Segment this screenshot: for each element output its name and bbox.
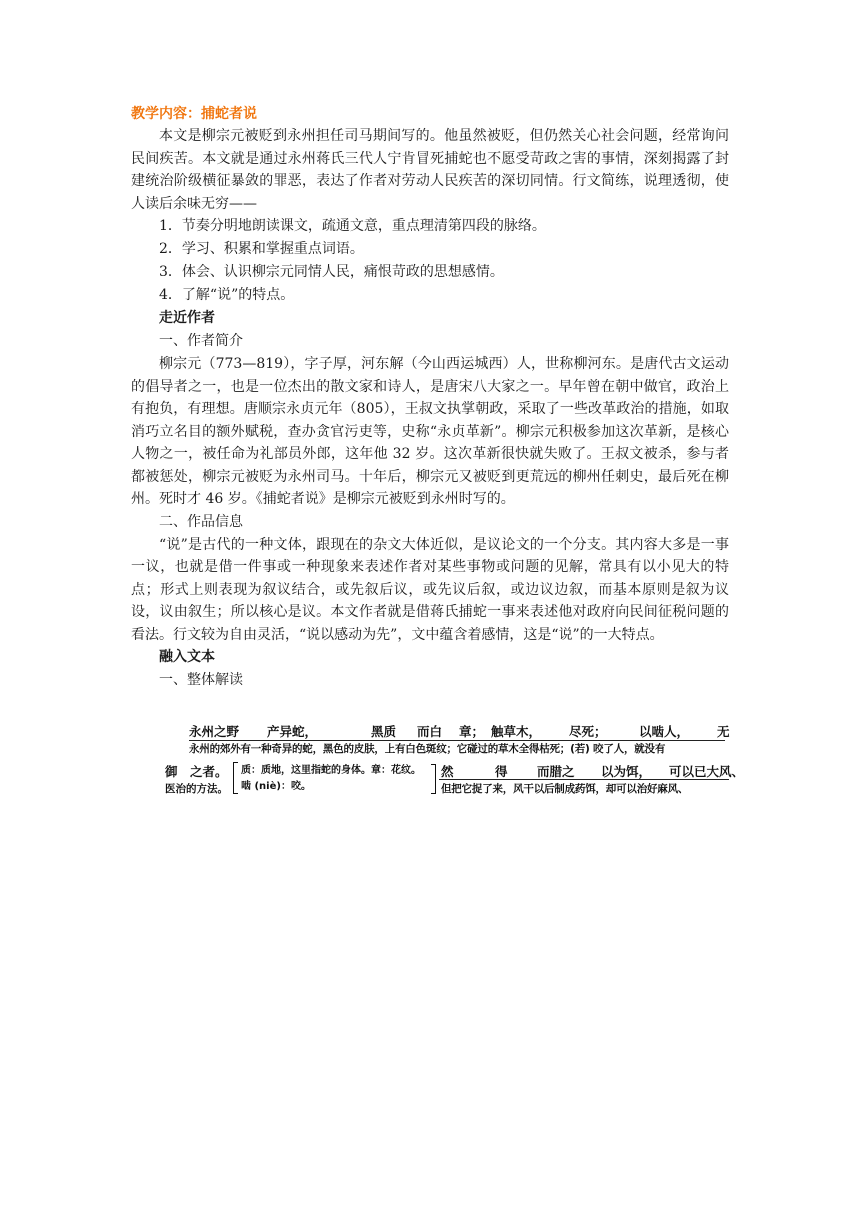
subheading-work-info: 二、作品信息	[159, 513, 243, 530]
note-1: 质：质地，这里指蛇的身体。章：花纹。	[241, 765, 421, 776]
lesson-title: 教学内容：捕蛇者说	[131, 106, 257, 122]
intro-paragraph: 本文是柳宗元被贬到永州担任司马期间写的。他虽然被贬，但仍然关心社会问题，经常询问民间疾苦。本文就是通过永州蒋氏三代人宁肯冒死捕蛇也不愿受苛政之害的事情，深刻揭露了封建统治阶级横征暴敛的罪恶，表达了作者对劳动人民疾苦的深切同情。行文简练，说理透彻，使人读后余味无穷——	[131, 128, 729, 212]
word: 永州之野	[189, 724, 240, 739]
word: 得	[495, 764, 508, 779]
word: 无	[717, 724, 730, 739]
word: 触草木，	[491, 724, 542, 739]
word: 黑质	[371, 724, 397, 739]
author-paragraph: 柳宗元（773—819），字子厚，河东解（今山西运城西）人，世称柳河东。是唐代古文运动的倡导者之一，也是一位杰出的散文家和诗人，是唐宋八大家之一。早年曾在朝中做官，政治上有抱负，有理想。唐顺宗永贞元年（805），王叔文执掌朝政，采取了一些改革政治的措施，如取消巧立名目的额外赋税，查办贪官污吏等，史称“永贞革新”。柳宗元积极参加这次革新，是核心人物之一，被任命为礼部员外郎，这年他 32 岁。这次革新很快就失败了。王叔文被杀，参与者都被惩处，柳宗元被贬为永州司马。十年后，柳宗元又被贬到更荒远的柳州任刺史，最后死在柳州。死时才 46 岁。《捕蛇者说》是柳宗元被贬到永州时写的。	[131, 356, 729, 507]
word: 然	[441, 764, 454, 779]
word: 而腊之	[537, 764, 575, 779]
section-heading-author: 走近作者	[159, 310, 215, 326]
note-2: 啮 (niè)：咬。	[241, 781, 311, 792]
annotated-text-image	[159, 720, 745, 795]
word: 而白	[417, 724, 443, 739]
work-paragraph: “说”是古代的一种文体，跟现在的杂文大体近似，是议论文的一个分支。其内容大多是一事一议，也就是借一件事或一种现象来表述作者对某些事物或问题的见解，常具有以小见大的特点；形式上则表现为叙议结合，或先叙后议，或先议后叙，或边议边叙，而基本原则是叙为议设，议由叙生；所以核心是议。本文作者就是借蒋氏捕蛇一事来表述他对政府向民间征税问题的看法。行文较为自由灵活，“说以感动为先”，文中蕴含着感情，这是“说”的一大特点。	[131, 536, 729, 643]
original-text-line-2-start: 御 之者。	[165, 764, 228, 779]
translation-line-2-start: 医治的方法。	[165, 783, 228, 795]
subheading-overall-reading: 一、整体解读	[159, 672, 243, 688]
word-notes	[241, 763, 421, 795]
word: 可以已大风、	[669, 764, 745, 779]
goal-item-1: 1．节奏分明地朗读课文，疏通文意，重点理清第四段的脉络。	[159, 218, 546, 234]
word: 尽死；	[569, 724, 607, 739]
word: 产异蛇，	[267, 724, 318, 739]
section-heading-text: 融入文本	[159, 649, 215, 665]
underline	[439, 779, 729, 780]
goal-item-4: 4．了解“说”的特点。	[159, 287, 295, 303]
goal-item-3: 3．体会、认识柳宗元同情人民，痛恨苛政的思想感情。	[159, 264, 504, 280]
left-bracket	[233, 762, 238, 794]
subheading-author-intro: 一、作者简介	[159, 333, 243, 349]
word: 以啮人，	[639, 724, 690, 739]
translation-line-2: 但把它捉了来，风干以后制成药饵，却可以治好麻风、	[441, 783, 689, 795]
goal-item-2: 2．学习、积累和掌握重点词语。	[159, 241, 364, 257]
translation-line-1: 永州的郊外有一种奇异的蛇，黑色的皮肤，上有白色斑纹；它碰过的草木全得枯死；(若) 咬了人，就没有	[189, 743, 666, 755]
original-text-line-2	[441, 762, 745, 779]
word: 章；	[459, 724, 485, 739]
original-text-line-1	[189, 720, 729, 740]
right-bracket	[431, 764, 436, 794]
word: 以为饵，	[601, 764, 652, 779]
document-body	[131, 103, 729, 692]
